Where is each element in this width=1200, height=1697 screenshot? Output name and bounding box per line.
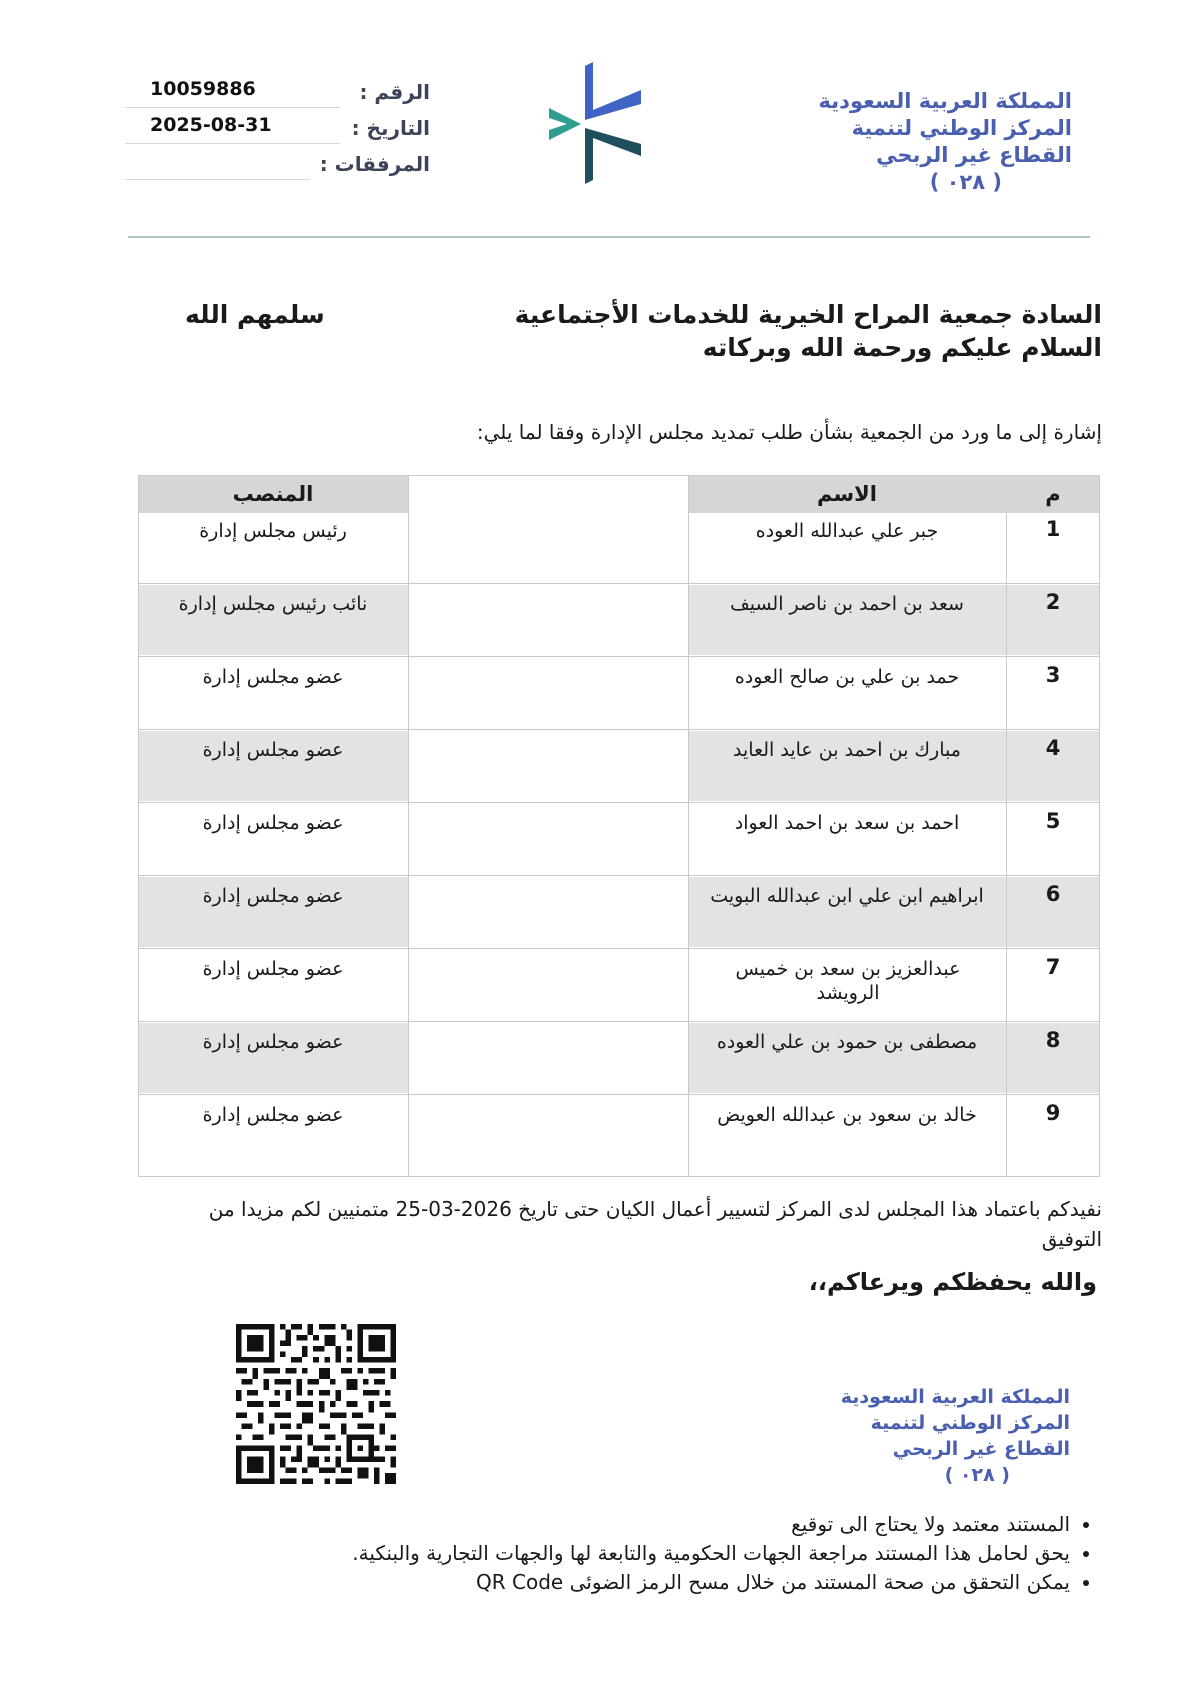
row-number: 1 [1045,517,1061,541]
date-value: 2025-08-31 [150,114,272,136]
member-position: عضو مجلس إدارة [202,885,344,907]
member-position: عضو مجلس إدارة [202,1104,344,1126]
row-number: 9 [1045,1101,1061,1125]
header-name: الاسم [688,475,1006,513]
closing-paragraph: نفيدكم باعتماد هذا المجلس لدى المركز لتسيير أعمال الكيان حتى تاريخ 2026-03-25 متمنيين لكم مزيدا من التوفيق [208,1197,1102,1251]
attachments-label: المرفقات : [319,152,430,176]
org-line-1: المملكة العربية السعودية [818,89,1072,113]
addressee: السادة جمعية المراح الخيرية للخدمات الأجتماعية [514,300,1102,329]
member-name: عبدالعزيز بن سعد بن خميس الرويشد [735,958,961,1004]
row-number: 4 [1045,736,1061,760]
intro-text: إشارة إلى ما ورد من الجمعية بشأن طلب تمديد مجلس الإدارة وفقا لما يلي: [476,420,1102,444]
ncnp-logo-icon [545,58,655,198]
attachments-row [125,152,430,184]
qr-code-icon[interactable] [236,1324,396,1484]
member-position: عضو مجلس إدارة [202,666,344,688]
org-stamp-line-1: المملكة العربية السعودية [840,1386,1070,1408]
org-stamp-code: ( ٠٢٨ ) [944,1464,1010,1486]
number-row [125,80,430,112]
number-label: الرقم : [359,80,430,104]
member-position: نائب رئيس مجلس إدارة [178,593,368,615]
row-number: 3 [1045,663,1061,687]
member-name: سعد بن احمد بن ناصر السيف [730,593,964,615]
org-name-block [772,88,1072,196]
member-name: خالد بن سعود بن عبدالله العويض [717,1104,977,1126]
org-code: ( ٠٢٨ ) [929,170,1002,194]
closing-prayer: والله يحفظكم ويرعاكم،، [808,1268,1097,1296]
header-position: المنصب [138,475,408,513]
board-members-table [138,475,1100,1177]
greeting: السلام عليكم ورحمة الله وبركاته [702,333,1102,362]
org-stamp-line-3: القطاع غير الربحي [892,1438,1070,1460]
member-name: جبر علي عبدالله العوده [755,520,939,542]
member-position: رئيس مجلس إدارة [199,520,347,542]
header-divider [128,236,1090,238]
note-item: • يحق لحامل هذا المستند مراجعة الجهات الحكومية والتابعة لها والجهات التجارية والبنكية. [110,1539,1070,1568]
row-number: 2 [1045,590,1061,614]
number-value: 10059886 [150,78,256,100]
member-position: عضو مجلس إدارة [202,958,344,980]
org-line-2: المركز الوطني لتنمية [851,116,1072,140]
row-number: 5 [1045,809,1061,833]
member-name: حمد بن علي بن صالح العوده [734,666,960,688]
member-name: ابراهيم ابن علي ابن عبدالله البويت [710,885,984,907]
org-line-3: القطاع غير الربحي [876,143,1072,167]
row-number: 7 [1045,955,1061,979]
note-item: • المستند معتمد ولا يحتاج الى توقيع [110,1510,1070,1539]
footer-notes [110,1510,1100,1597]
member-name: احمد بن سعد بن احمد العواد [734,812,960,834]
note-item: • يمكن التحقق من صحة المستند من خلال مسح الرمز الضوئى QR Code [110,1568,1070,1597]
salutation: سلمهم الله [185,300,325,329]
member-position: عضو مجلس إدارة [202,739,344,761]
org-stamp-block [790,1384,1070,1488]
reference-block [125,80,430,190]
date-label: التاريخ : [351,116,430,140]
header-num: م [1006,475,1100,513]
member-position: عضو مجلس إدارة [202,1031,344,1053]
row-number: 8 [1045,1028,1061,1052]
member-position: عضو مجلس إدارة [202,812,344,834]
date-row [125,116,430,148]
row-number: 6 [1045,882,1061,906]
member-name: مبارك بن احمد بن عايد العايد [733,739,961,761]
org-stamp-line-2: المركز الوطني لتنمية [870,1412,1070,1434]
member-name: مصطفى بن حمود بن علي العوده [716,1031,978,1053]
